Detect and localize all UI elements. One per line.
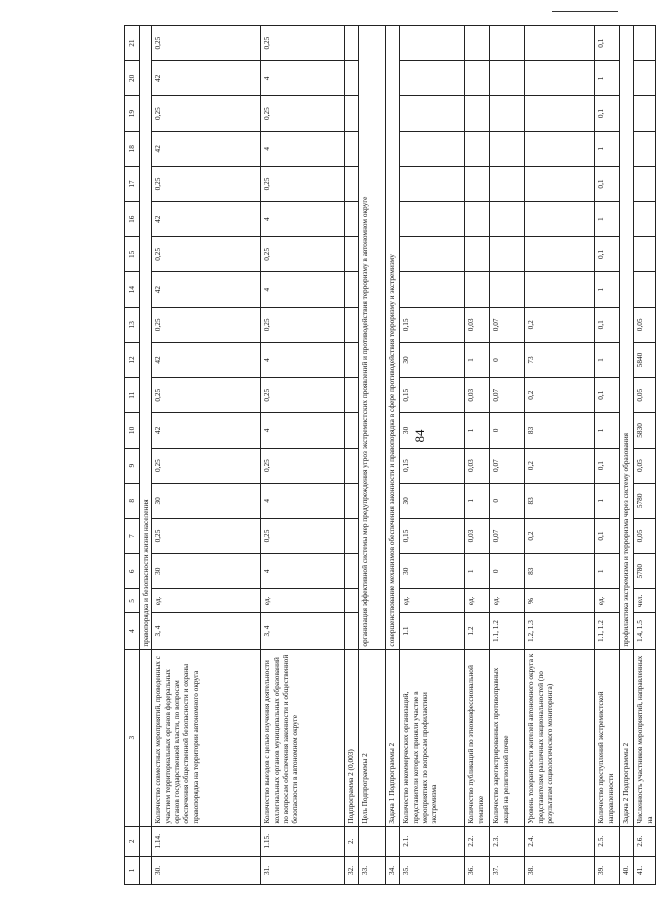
row-number: 38. <box>525 856 595 884</box>
indicator-name: Количество выездов с целью изучения деятельности коллегиальных органов муниципальных образований по вопросам обеспечения законности и общественной безопасности в автономном округе <box>261 649 345 826</box>
unit: ед. <box>261 589 345 613</box>
value-cell: 0,25 <box>261 378 345 413</box>
value-cell: 0 <box>490 342 525 377</box>
unit: ед. <box>595 589 620 613</box>
value-cell: 0,15 <box>400 518 465 553</box>
value-cell: 0,2 <box>525 378 595 413</box>
table-row <box>400 26 465 885</box>
table-row <box>465 26 490 885</box>
section-row <box>140 26 152 885</box>
value-cell: 5840 <box>634 342 656 377</box>
task-text: профилактика экстремизма и терроризма через систему образования <box>620 26 634 650</box>
value-cell: 83 <box>525 554 595 589</box>
value-cell: 0,03 <box>465 518 490 553</box>
value-cell: 5780 <box>634 554 656 589</box>
value-cell: 0,25 <box>152 307 261 342</box>
source: 3, 4 <box>261 613 345 649</box>
col-header: 8 <box>125 483 140 518</box>
value-cell: 0,25 <box>261 96 345 131</box>
row-number: 30. <box>152 856 261 884</box>
value-cell: 73 <box>525 342 595 377</box>
value-cell: 0,07 <box>490 448 525 483</box>
value-cell: 0,25 <box>261 166 345 201</box>
row-code: 2.6. <box>634 826 656 856</box>
value-cell: 0,25 <box>261 307 345 342</box>
value-cell: 30 <box>152 554 261 589</box>
value-cell: 42 <box>152 131 261 166</box>
value-cell: 0,25 <box>152 96 261 131</box>
value-cell: 0,05 <box>634 448 656 483</box>
col-header: 11 <box>125 378 140 413</box>
value-cell: 0,1 <box>595 26 620 61</box>
value-cell: 0,25 <box>152 378 261 413</box>
table-row <box>525 26 595 885</box>
value-cell: 1 <box>595 342 620 377</box>
row-number: 39. <box>595 856 620 884</box>
value-cell: 0,15 <box>400 378 465 413</box>
value-cell: 1 <box>595 131 620 166</box>
value-cell: 0,1 <box>595 237 620 272</box>
value-cell: 0,25 <box>152 26 261 61</box>
value-cell: 30 <box>400 342 465 377</box>
source: 1.2 <box>465 613 490 649</box>
table-row <box>359 26 386 885</box>
col-header: 19 <box>125 96 140 131</box>
unit: ед. <box>400 589 465 613</box>
value-cell: 0,07 <box>490 307 525 342</box>
row-code: 2.1. <box>400 826 465 856</box>
goal-text: организация эффективной системы мер предупреждения угроз экстремистских проявлений и противодействия терроризму в автономном округе <box>359 26 386 650</box>
row-code: 2.3. <box>490 826 525 856</box>
value-cell: 5780 <box>634 483 656 518</box>
row-number: 37. <box>490 856 525 884</box>
col-header: 21 <box>125 26 140 61</box>
value-cell: 4 <box>261 272 345 307</box>
top-rule <box>552 11 618 12</box>
value-cell: 0,05 <box>634 307 656 342</box>
value-cell: 1 <box>465 483 490 518</box>
table-row <box>620 26 634 885</box>
value-cell: 1 <box>595 413 620 448</box>
value-cell: 0,25 <box>261 448 345 483</box>
table-row <box>595 26 620 885</box>
value-cell: 0,25 <box>261 26 345 61</box>
value-cell: 4 <box>261 131 345 166</box>
value-cell: 0,03 <box>465 448 490 483</box>
value-cell: 30 <box>152 483 261 518</box>
row-code: 2.4. <box>525 826 595 856</box>
table-row <box>261 26 345 885</box>
indicator-name: Количество преступлений экстремистской направленности <box>595 649 620 826</box>
value-cell: 1 <box>465 342 490 377</box>
row-code: 1.15. <box>261 826 345 856</box>
source: 1.1 <box>400 613 465 649</box>
value-cell: 0 <box>490 554 525 589</box>
value-cell: 0,05 <box>634 378 656 413</box>
value-cell: 1 <box>465 554 490 589</box>
value-cell: 0,1 <box>595 96 620 131</box>
row-number: 31. <box>261 856 345 884</box>
value-cell: 1 <box>595 202 620 237</box>
value-cell: 42 <box>152 342 261 377</box>
value-cell: 0,2 <box>525 518 595 553</box>
row-number: 34. <box>386 856 400 884</box>
source: 1.4, 1.5 <box>634 613 656 649</box>
value-cell: 0,1 <box>595 307 620 342</box>
indicator-table <box>124 25 656 885</box>
row-code: 2.2. <box>465 826 490 856</box>
indicator-name: Количество зарегистрированных противоправных акций на религиозной почве <box>490 649 525 826</box>
task-label: Задача 1 Подпрограммы 2 <box>386 649 400 826</box>
value-cell: 42 <box>152 413 261 448</box>
value-cell: 83 <box>525 483 595 518</box>
col-header: 1 <box>125 856 140 884</box>
value-cell: 30 <box>400 483 465 518</box>
col-header: 12 <box>125 342 140 377</box>
table-row <box>634 26 656 885</box>
row-number: 40. <box>620 856 634 884</box>
col-header: 14 <box>125 272 140 307</box>
value-cell: 0,2 <box>525 307 595 342</box>
value-cell: 42 <box>152 61 261 96</box>
value-cell: 1 <box>595 483 620 518</box>
indicator-name: Уровень толерантности жителей автономного округа к представителям различных национальностей (по результатам социологического мониторинга) <box>525 649 595 826</box>
value-cell: 0,25 <box>261 237 345 272</box>
col-header: 15 <box>125 237 140 272</box>
table-row <box>386 26 400 885</box>
value-cell: 0,1 <box>595 518 620 553</box>
rotated-table-page <box>124 25 654 885</box>
value-cell: 1 <box>465 413 490 448</box>
col-header: 4 <box>125 613 140 649</box>
unit: чел. <box>634 589 656 613</box>
unit: % <box>525 589 595 613</box>
value-cell: 0,25 <box>152 448 261 483</box>
task-text: совершенствование механизмов обеспечения законности и правопорядка в сфере противодействия терроризму и экстремизму <box>386 26 400 650</box>
value-cell: 0,15 <box>400 307 465 342</box>
table-row <box>345 26 359 885</box>
row-number: 35. <box>400 856 465 884</box>
col-header: 13 <box>125 307 140 342</box>
col-header: 18 <box>125 131 140 166</box>
row-number: 33. <box>359 856 386 884</box>
value-cell: 0,03 <box>465 378 490 413</box>
value-cell: 5830 <box>634 413 656 448</box>
value-cell: 0,07 <box>490 518 525 553</box>
value-cell: 4 <box>261 61 345 96</box>
source: 1.1, 1.2 <box>490 613 525 649</box>
row-number: 41. <box>634 856 656 884</box>
col-header: 10 <box>125 413 140 448</box>
value-cell: 0 <box>490 483 525 518</box>
value-cell: 0,1 <box>595 448 620 483</box>
value-cell: 42 <box>152 202 261 237</box>
value-cell: 1 <box>595 554 620 589</box>
page-number: 84 <box>412 429 427 443</box>
header-row <box>125 26 140 885</box>
value-cell: 30 <box>400 413 465 448</box>
value-cell: 0,1 <box>595 166 620 201</box>
value-cell: 0,25 <box>261 518 345 553</box>
source: 1.2, 1.3 <box>525 613 595 649</box>
value-cell: 4 <box>261 483 345 518</box>
value-cell: 4 <box>261 554 345 589</box>
unit: ед. <box>490 589 525 613</box>
row-number: 32. <box>345 856 359 884</box>
value-cell: 0,05 <box>634 518 656 553</box>
value-cell: 1 <box>595 272 620 307</box>
value-cell: 0,03 <box>465 307 490 342</box>
value-cell: 0,25 <box>152 166 261 201</box>
table-row <box>152 26 261 885</box>
source: 3, 4 <box>152 613 261 649</box>
indicator-name: Количество публикаций по этноконфессиональной тематике <box>465 649 490 826</box>
row-code: 1.14. <box>152 826 261 856</box>
value-cell: 0,15 <box>400 448 465 483</box>
table-row <box>490 26 525 885</box>
task-label: Задача 2 Подпрограммы 2 <box>620 649 634 826</box>
value-cell: 30 <box>400 554 465 589</box>
col-header: 5 <box>125 589 140 613</box>
section-title: правопорядка и безопасности жизни населения <box>140 26 152 650</box>
value-cell: 4 <box>261 342 345 377</box>
goal-label: Цель Подпрограммы 2 <box>359 649 386 826</box>
col-header: 16 <box>125 202 140 237</box>
value-cell: 0,2 <box>525 448 595 483</box>
indicator-name: Количество некоммерческих организаций, представители которых приняли участие в мероприятиях по вопросам профилактики экстремизма <box>400 649 465 826</box>
value-cell: 0,1 <box>595 378 620 413</box>
row-number: 36. <box>465 856 490 884</box>
value-cell: 0,25 <box>152 237 261 272</box>
col-header: 3 <box>125 649 140 826</box>
value-cell: 42 <box>152 272 261 307</box>
col-header: 2 <box>125 826 140 856</box>
col-header: 17 <box>125 166 140 201</box>
subprogram-title: Подпрограмма 2 (0,003) <box>345 649 359 826</box>
col-header: 9 <box>125 448 140 483</box>
row-code: 2. <box>345 826 359 856</box>
value-cell: 83 <box>525 413 595 448</box>
value-cell: 4 <box>261 413 345 448</box>
col-header: 7 <box>125 518 140 553</box>
value-cell: 0 <box>490 413 525 448</box>
col-header: 20 <box>125 61 140 96</box>
row-code: 2.5. <box>595 826 620 856</box>
unit: ед. <box>465 589 490 613</box>
indicator-name: Количество совместных мероприятий, проведенных с участием территориальных органов федеральных органов государственной власти, по вопросам обеспечения общественной безопасности и охраны правопорядка на территории автономного округа <box>152 649 261 826</box>
value-cell: 0,25 <box>152 518 261 553</box>
value-cell: 4 <box>261 202 345 237</box>
unit: ед. <box>152 589 261 613</box>
col-header: 6 <box>125 554 140 589</box>
indicator-name: Численность участников мероприятий, направленных на <box>634 649 656 826</box>
value-cell: 0,07 <box>490 378 525 413</box>
value-cell: 1 <box>595 61 620 96</box>
source: 1.1, 1.2 <box>595 613 620 649</box>
